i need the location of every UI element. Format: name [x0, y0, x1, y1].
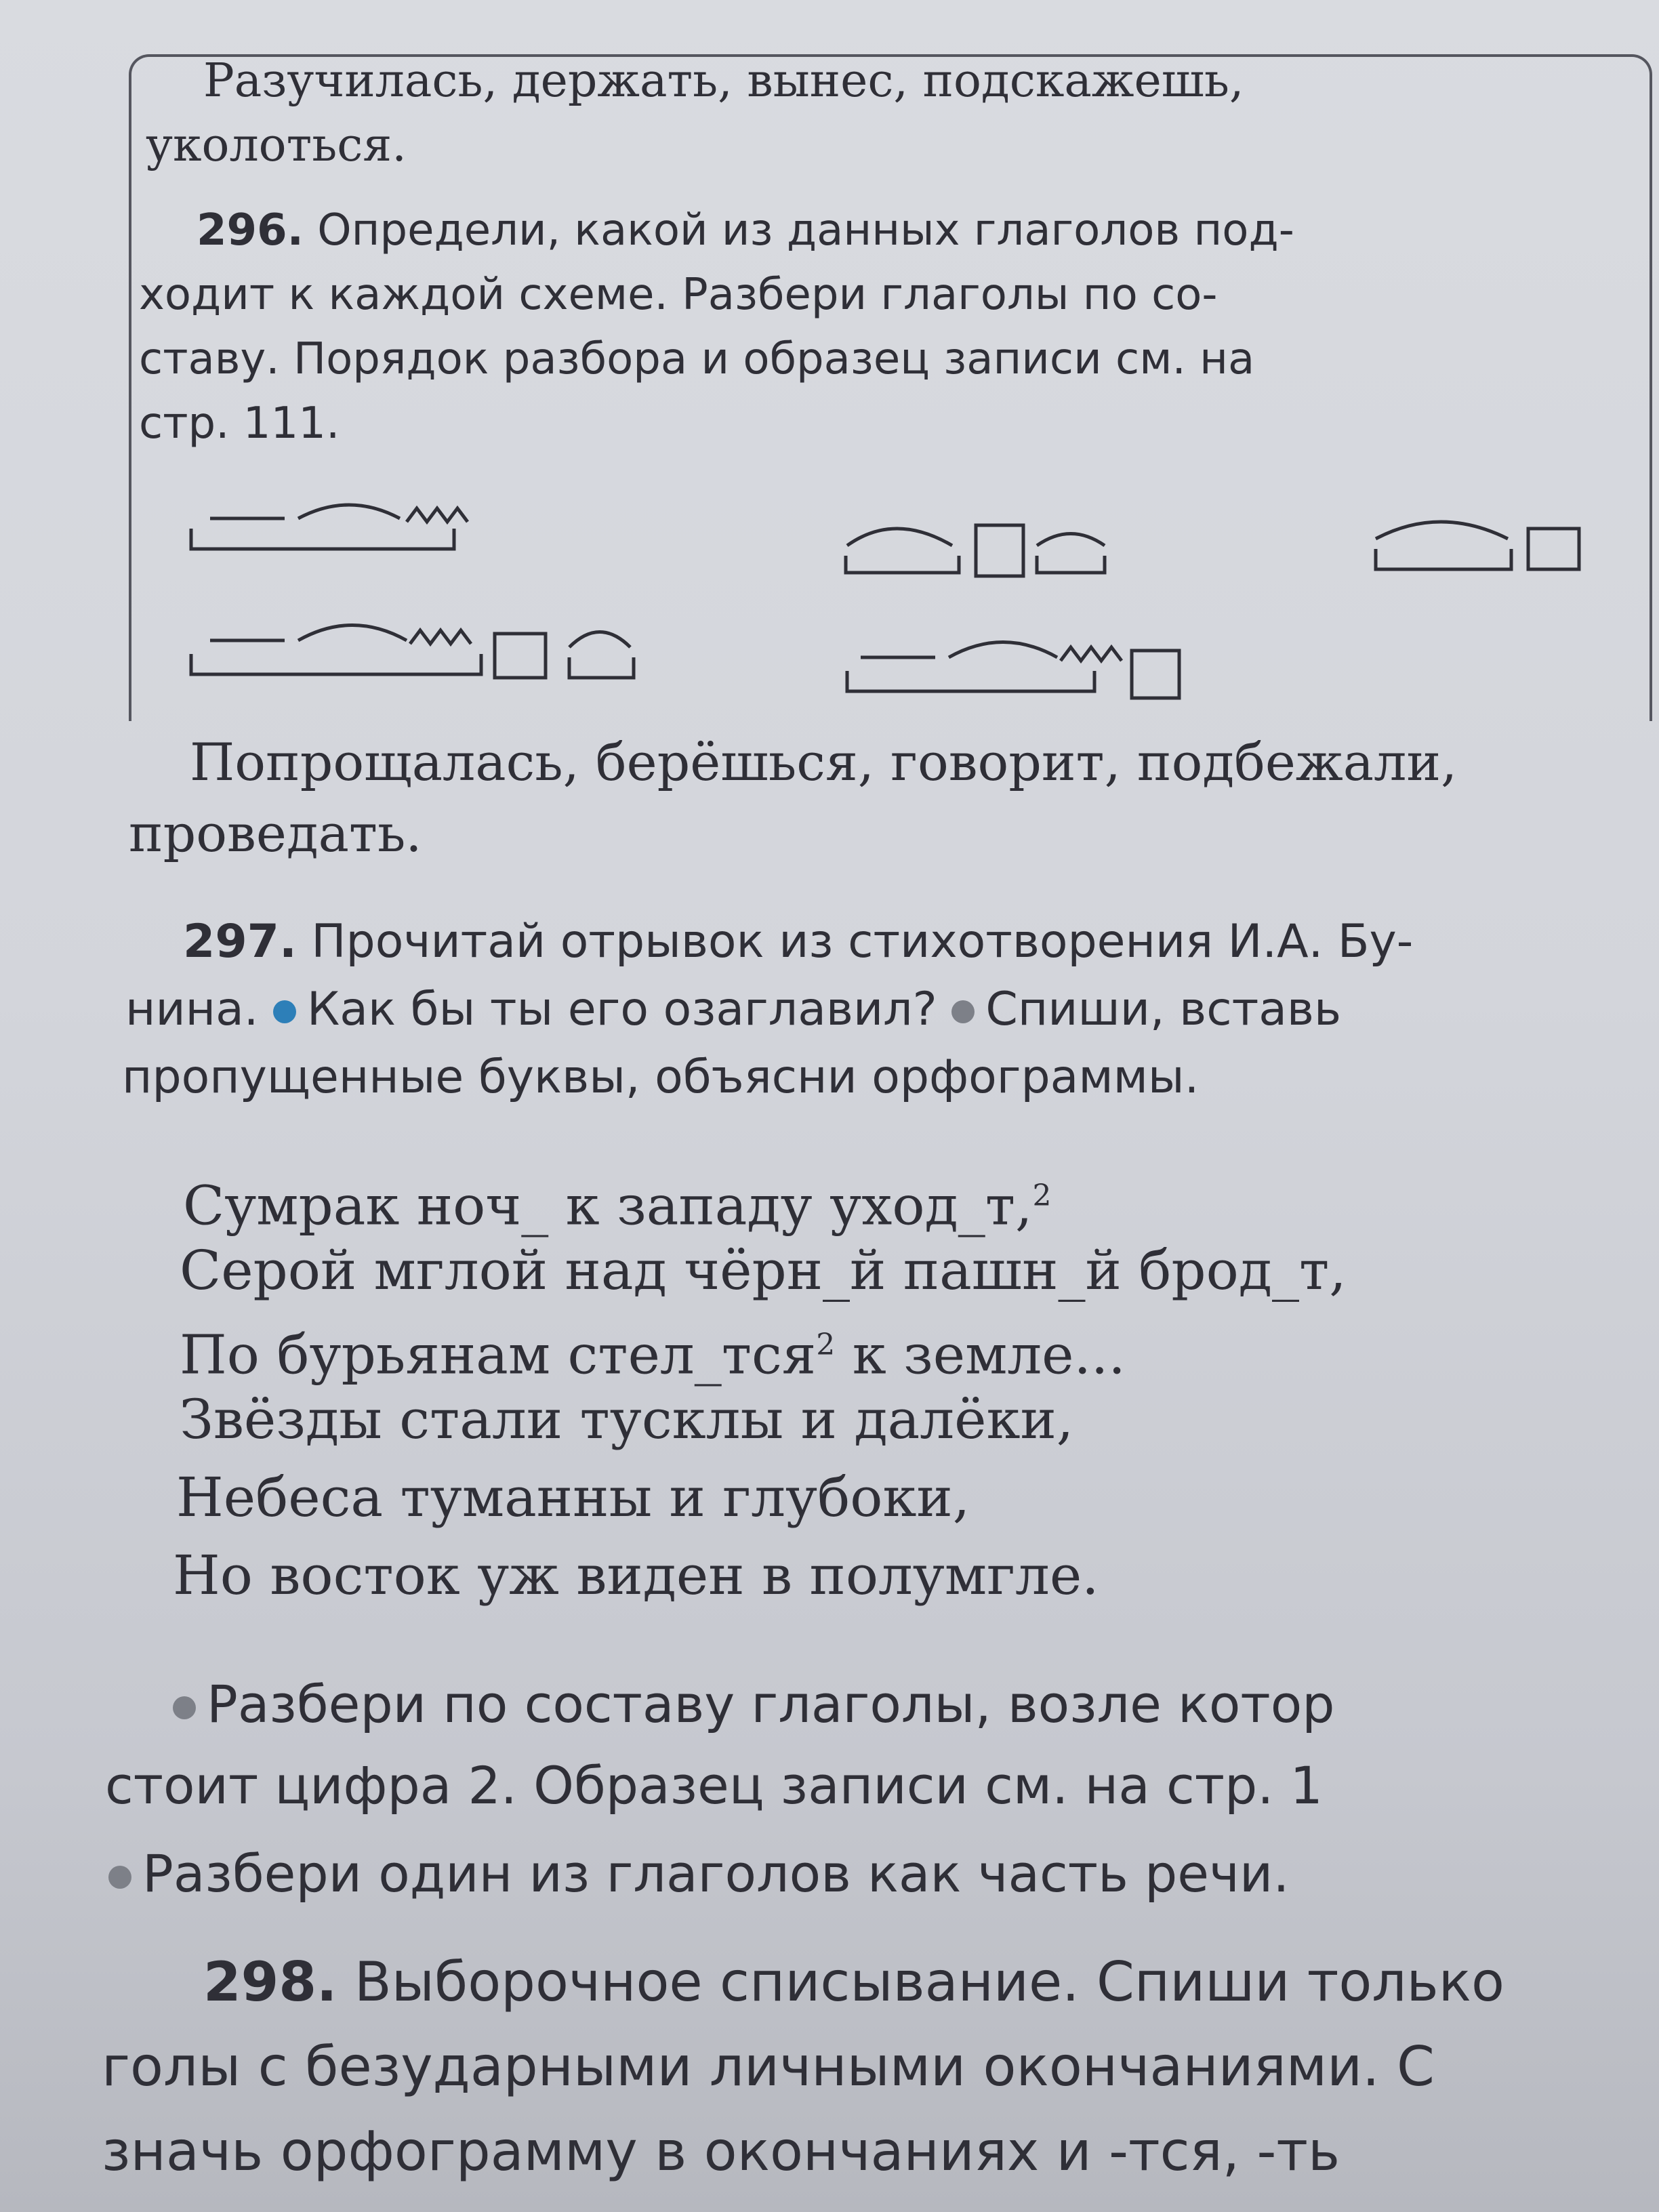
exercise-296-words-line-1: Попрощалась, берёшься, говорит, подбежали, [190, 732, 1458, 792]
top-words-line-1: Разучилась, держать, вынес, подскажешь, [203, 54, 1244, 108]
blue-bullet-icon [273, 1000, 296, 1023]
exercise-297-text-2a: нина. [125, 983, 259, 1036]
poem-line-2-text: Серой мглой над чёрн_й пашн_й брод_т, [180, 1239, 1347, 1302]
scheme-root-ending-postfix [840, 515, 1125, 590]
exercise-297-task-1-text: Разбери по составу глаголы, возле котор [207, 1674, 1335, 1734]
poem-line-1-mark: 2 [1032, 1179, 1052, 1213]
exercise-296-number: 296. [197, 205, 304, 255]
exercise-297-line-2 [125, 979, 1341, 1040]
exercise-298-number: 298. [203, 1950, 337, 2013]
grey-bullet-icon [951, 1000, 975, 1023]
exercise-297-line-1 [183, 912, 1413, 972]
top-words-line-2: уколоться. [146, 119, 407, 172]
poem-line-3-text: По бурьянам стел_тся [180, 1323, 817, 1387]
exercise-298-line-2: голы с безударными личными окончаниями. С [102, 2035, 1435, 2098]
poem-line-4 [180, 1386, 1073, 1454]
poem-line-6 [173, 1542, 1099, 1610]
scheme-root-ending [1369, 508, 1586, 583]
grey-bullet-icon [173, 1696, 196, 1719]
exercise-297-text-1: Прочитай отрывок из стихотворения И.А. Бу- [311, 915, 1414, 968]
exercise-297-text-2c: Спиши, вставь [985, 983, 1342, 1036]
exercise-298-text-1: Выборочное списывание. Спиши только [354, 1950, 1504, 2013]
exercise-296-line-2: ходит к каждой схеме. Разбери глаголы по со- [139, 270, 1218, 320]
exercise-296-line-3: ставу. Порядок разбора и образец записи см. на [139, 334, 1255, 384]
exercise-298-line-1 [203, 1945, 1504, 2020]
scheme-prefix-root-suffix-ending-postfix [183, 607, 657, 695]
scheme-prefix-root-suffix-ending [840, 620, 1193, 708]
poem-line-1 [183, 1162, 1051, 1240]
grey-bullet-icon [108, 1866, 131, 1889]
exercise-297-task-2-text: Разбери один из глаголов как часть речи. [142, 1843, 1290, 1904]
poem-line-3 [180, 1311, 1126, 1389]
exercise-297-task-2 [108, 1837, 1289, 1911]
exercise-297-task-1 [173, 1667, 1334, 1742]
scheme-prefix-root-suffix [183, 488, 495, 562]
poem-line-3-mark: 2 [816, 1328, 836, 1362]
exercise-297-number: 297. [183, 915, 297, 968]
poem-line-6-text: Но восток уж виден в полумгле. [173, 1544, 1099, 1607]
exercise-298-line-3: значь орфограмму в окончаниях и -тся, -ть [102, 2120, 1340, 2183]
poem-line-4-text: Звёзды стали тусклы и далёки, [180, 1388, 1074, 1451]
poem-line-5 [176, 1464, 970, 1532]
poem-line-1-text: Сумрак ноч_ к западу уход_т, [183, 1174, 1033, 1237]
poem-line-3-tail: к земле... [835, 1323, 1126, 1387]
exercise-296-text-1: Определи, какой из данных глаголов под- [317, 205, 1294, 255]
exercise-297-line-3: пропущенные буквы, объясни орфограммы. [122, 1050, 1200, 1104]
exercise-296-line-4: стр. 111. [139, 398, 340, 449]
poem-line-5-text: Небеса туманны и глубоки, [176, 1466, 970, 1529]
exercise-296-words-line-2: проведать. [129, 803, 422, 863]
exercise-297-text-2b: Как бы ты его озаглавил? [307, 983, 937, 1036]
poem-line-2 [180, 1237, 1347, 1305]
exercise-296-line-1 [197, 200, 1294, 261]
exercise-297-task-1-line-2: стоит цифра 2. Образец записи см. на стр. 1 [105, 1755, 1323, 1816]
